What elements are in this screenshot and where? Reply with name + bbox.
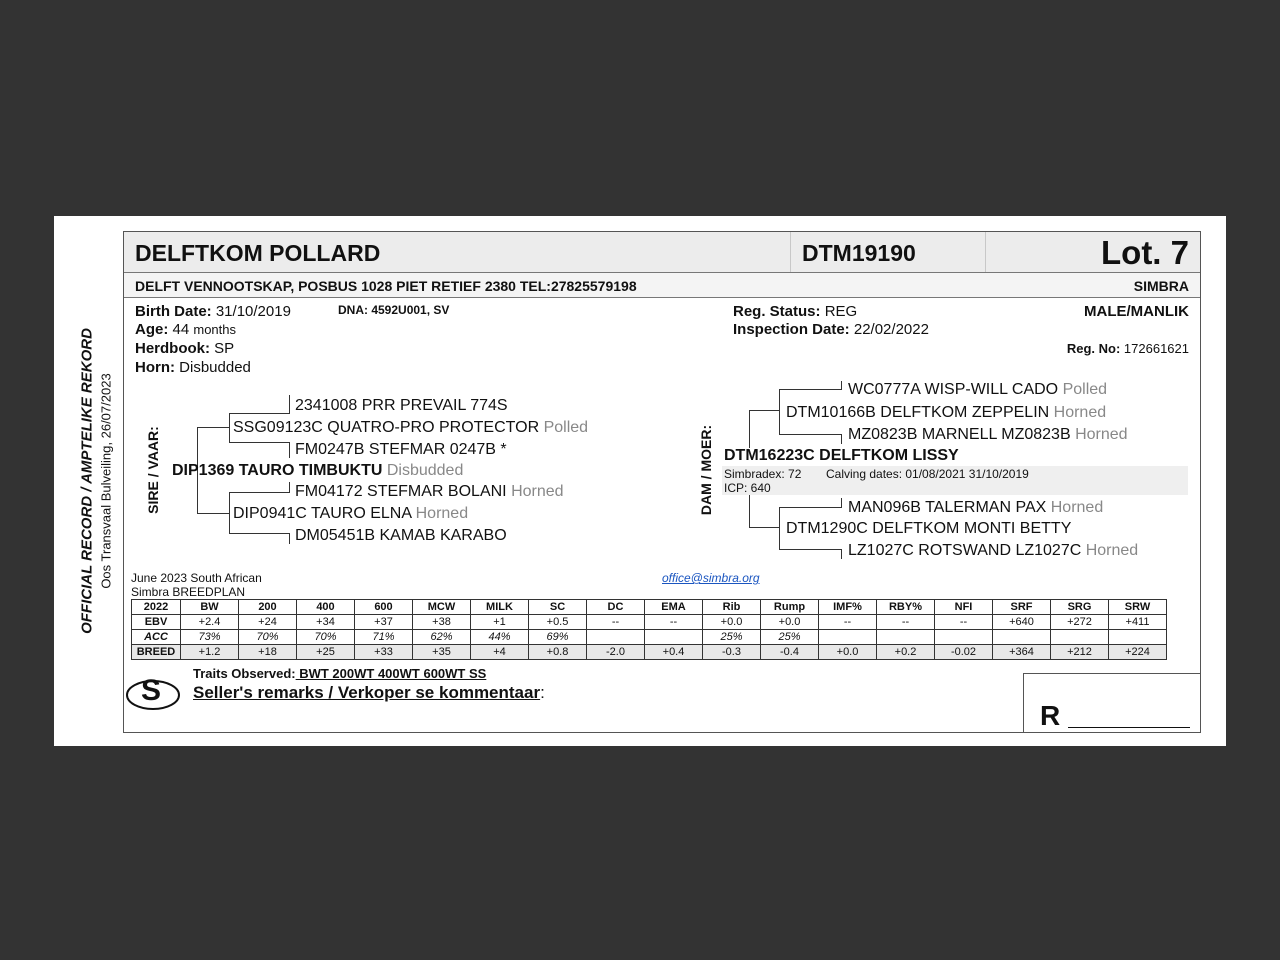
- ebv-column-header: 200: [239, 600, 297, 615]
- ebv-cell: +1: [471, 615, 529, 630]
- ebv-column-header: IMF%: [819, 600, 877, 615]
- pedigree-line: [841, 498, 842, 508]
- ebv-cell: +34: [297, 615, 355, 630]
- reg-number: Reg. No: 172661621: [1066, 341, 1189, 356]
- pedigree-line: [841, 549, 842, 559]
- pedigree-line: [749, 527, 779, 528]
- sire-grandsire: SSG09123C QUATRO-PRO PROTECTOR Polled: [233, 419, 589, 436]
- ebv-cell: 44%: [471, 630, 529, 645]
- pedigree-line: [229, 492, 230, 534]
- dam-simbradex: Simbradex: 72: [724, 467, 802, 481]
- ebv-cell: +0.0: [703, 615, 761, 630]
- ebv-cell: -2.0: [587, 645, 645, 660]
- pedigree-line: [289, 395, 290, 414]
- dam-granddam-sire: MAN096B TALERMAN PAX Horned: [848, 499, 1104, 516]
- ebv-cell: +38: [413, 615, 471, 630]
- sire-label: SIRE / VAAR:: [145, 426, 161, 514]
- simbra-logo-letter: S: [141, 674, 162, 707]
- ebv-cell: +4: [471, 645, 529, 660]
- ebv-cell: 69%: [529, 630, 587, 645]
- pedigree-line: [289, 442, 290, 458]
- price-input-line[interactable]: [1068, 727, 1190, 728]
- sire-granddam: DIP0941C TAURO ELNA Horned: [233, 505, 469, 522]
- ebv-cell: -0.4: [761, 645, 819, 660]
- breed-avg-row: [132, 645, 1167, 660]
- ebv-cell: +411: [1109, 615, 1167, 630]
- dam-icp: ICP: 640: [724, 481, 771, 495]
- ebv-cell: +364: [993, 645, 1051, 660]
- dam-granddam: DTM1290C DELFTKOM MONTI BETTY: [786, 520, 1072, 537]
- reg-status: Reg. Status: REG: [733, 303, 858, 320]
- ebv-cell: --: [645, 615, 703, 630]
- ebv-cell: 71%: [355, 630, 413, 645]
- dam-granddam-dam: LZ1027C ROTSWAND LZ1027C Horned: [848, 542, 1139, 559]
- breedplan-line2: Simbra BREEDPLAN: [131, 585, 246, 599]
- ebv-cell: +0.4: [645, 645, 703, 660]
- horn-status: Horn: Disbudded: [135, 359, 251, 376]
- ebv-cell: +25: [297, 645, 355, 660]
- ebv-header-row: [132, 600, 1167, 615]
- pedigree-line: [229, 492, 290, 493]
- seller-remarks: Seller's remarks / Verkoper se kommentaar:: [193, 683, 545, 702]
- ebv-cell: +0.0: [819, 645, 877, 660]
- pedigree-line: [197, 513, 229, 514]
- ebv-column-header: Rib: [703, 600, 761, 615]
- ebv-cell: 70%: [239, 630, 297, 645]
- ebv-cell: [819, 630, 877, 645]
- ebv-cell: +0.2: [877, 645, 935, 660]
- ebv-column-header: Rump: [761, 600, 819, 615]
- ebv-cell: +1.2: [181, 645, 239, 660]
- ebv-cell: 25%: [761, 630, 819, 645]
- ebv-cell: [1109, 630, 1167, 645]
- price-box-border: [1023, 673, 1201, 674]
- ebv-cell: [877, 630, 935, 645]
- ebv-cell: [645, 630, 703, 645]
- sire-grandsire-sire: 2341008 PRR PREVAIL 774S: [295, 397, 508, 414]
- age: Age: 44 months: [135, 321, 237, 338]
- pedigree-line: [197, 427, 229, 428]
- ebv-cell: [935, 630, 993, 645]
- simbra-logo: [125, 673, 181, 715]
- ebv-cell: +2.4: [181, 615, 239, 630]
- animal-id: DTM19190: [802, 240, 916, 266]
- divider: [790, 232, 791, 272]
- breed: SIMBRA: [1133, 278, 1189, 294]
- ebv-cell: 73%: [181, 630, 239, 645]
- ebv-cell: --: [587, 615, 645, 630]
- pedigree-line: [749, 495, 750, 528]
- ebv-cell: +212: [1051, 645, 1109, 660]
- ebv-column-header: 400: [297, 600, 355, 615]
- ebv-cell: +18: [239, 645, 297, 660]
- ebv-cell: +640: [993, 615, 1051, 630]
- animal-name: DELFTKOM POLLARD: [135, 240, 381, 266]
- dna: DNA: 4592U001, SV: [338, 303, 450, 317]
- sire-granddam-dam: DM05451B KAMAB KARABO: [295, 527, 507, 544]
- ebv-cell: [993, 630, 1051, 645]
- ebv-row-label: EBV: [132, 615, 181, 630]
- acc-row: [132, 630, 1167, 645]
- pedigree-line: [229, 413, 230, 443]
- ebv-cell: +24: [239, 615, 297, 630]
- ebv-cell: 25%: [703, 630, 761, 645]
- dam-name: DTM16223C DELFTKOM LISSY: [724, 447, 959, 464]
- pedigree-line: [229, 533, 290, 534]
- dam-label: DAM / MOER:: [698, 424, 714, 516]
- herdbook: Herdbook: SP: [135, 340, 235, 357]
- owner-line: DELFT VENNOOTSKAP, POSBUS 1028 PIET RETIEF 2380 TEL:27825579198: [135, 278, 637, 294]
- ebv-row-label: ACC: [132, 630, 181, 645]
- dam-calving-dates: Calving dates: 01/08/2021 31/10/2019: [826, 467, 1029, 481]
- ebv-cell: -0.02: [935, 645, 993, 660]
- ebv-column-header: DC: [587, 600, 645, 615]
- ebv-cell: --: [877, 615, 935, 630]
- ebv-column-header: MCW: [413, 600, 471, 615]
- office-email-link[interactable]: office@simbra.org: [662, 571, 760, 585]
- ebv-row-label: BREED: [132, 645, 181, 660]
- ebv-cell: -0.3: [703, 645, 761, 660]
- dam-grandsire: DTM10166B DELFTKOM ZEPPELIN Horned: [786, 404, 1107, 421]
- pedigree-line: [289, 482, 290, 493]
- breedplan-line1: June 2023 South African: [131, 571, 262, 585]
- ebv-cell: +272: [1051, 615, 1109, 630]
- ebv-cell: +0.8: [529, 645, 587, 660]
- ebv-cell: +0.0: [761, 615, 819, 630]
- ebv-column-header: EMA: [645, 600, 703, 615]
- pedigree-line: [779, 434, 842, 435]
- pedigree-line: [749, 410, 779, 411]
- ebv-cell: [587, 630, 645, 645]
- pedigree-line: [779, 389, 842, 390]
- sire-granddam-sire: FM04172 STEFMAR BOLANI Horned: [295, 483, 564, 500]
- traits-observed: Traits Observed: BWT 200WT 400WT 600WT SS: [193, 666, 487, 681]
- ebv-column-header: SRF: [993, 600, 1051, 615]
- pedigree-line: [841, 381, 842, 390]
- ebv-cell: 70%: [297, 630, 355, 645]
- price-label: R: [1040, 700, 1061, 731]
- ebv-cell: +0.5: [529, 615, 587, 630]
- ebv-column-header: MILK: [471, 600, 529, 615]
- sex: MALE/MANLIK: [1084, 303, 1189, 320]
- birth-date: Birth Date: 31/10/2019: [135, 303, 291, 320]
- price-box-border: [1023, 673, 1024, 733]
- ebv-cell: 62%: [413, 630, 471, 645]
- ebv-cell: +33: [355, 645, 413, 660]
- sire-name: DIP1369 TAURO TIMBUKTU Disbudded: [172, 462, 464, 479]
- ebv-column-header: 2022: [132, 600, 181, 615]
- sire-grandsire-dam: FM0247B STEFMAR 0247B *: [295, 441, 507, 458]
- lot-number: Lot. 7: [1101, 234, 1189, 271]
- dam-grandsire-dam: MZ0823B MARNELL MZ0823B Horned: [848, 426, 1128, 443]
- ebv-row: [132, 615, 1167, 630]
- ebv-cell: +224: [1109, 645, 1167, 660]
- ebv-column-header: 600: [355, 600, 413, 615]
- pedigree-line: [289, 533, 290, 544]
- ebv-cell: +35: [413, 645, 471, 660]
- divider: [985, 232, 986, 272]
- ebv-cell: --: [819, 615, 877, 630]
- pedigree-line: [749, 410, 750, 448]
- ebv-column-header: BW: [181, 600, 239, 615]
- inspection-date: Inspection Date: 22/02/2022: [733, 321, 929, 338]
- ebv-column-header: SRW: [1109, 600, 1167, 615]
- pedigree-line: [779, 389, 780, 435]
- ebv-column-header: SRG: [1051, 600, 1109, 615]
- ebv-column-header: RBY%: [877, 600, 935, 615]
- pedigree-line: [779, 507, 842, 508]
- pedigree-line: [841, 434, 842, 444]
- ebv-cell: [1051, 630, 1109, 645]
- ebv-column-header: NFI: [935, 600, 993, 615]
- pedigree-line: [229, 413, 290, 414]
- ebv-cell: +37: [355, 615, 413, 630]
- dam-grandsire-sire: WC0777A WISP-WILL CADO Polled: [848, 381, 1108, 398]
- ebv-table: [131, 599, 1167, 660]
- event-label: Oos Transvaal Bulveiling, 26/07/2023: [98, 373, 114, 589]
- ebv-column-header: SC: [529, 600, 587, 615]
- pedigree-line: [779, 549, 842, 550]
- official-record-label: OFFICIAL RECORD / AMPTELIKE REKORD: [78, 328, 96, 634]
- pedigree-line: [229, 442, 290, 443]
- ebv-cell: --: [935, 615, 993, 630]
- pedigree-line: [779, 507, 780, 550]
